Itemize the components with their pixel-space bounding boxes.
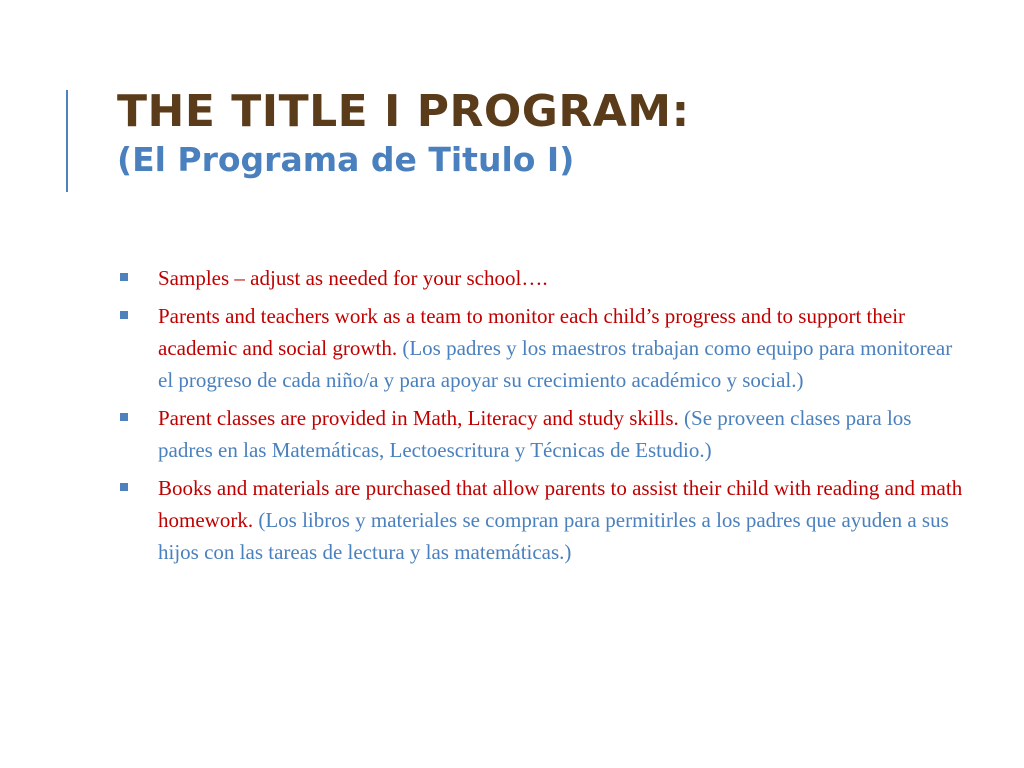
bullet-english-text: Samples – adjust as needed for your school…. bbox=[158, 266, 548, 290]
slide-title: THE TITLE I PROGRAM: bbox=[117, 86, 690, 137]
bullet-item-books-materials bbox=[118, 472, 968, 568]
title-accent-bar bbox=[66, 90, 68, 192]
bullet-spanish-text: (Se proveen clases para los padres en las Matemáticas, Lectoescritura y Técnicas de Estudio.) bbox=[158, 406, 912, 462]
bullet-spanish-text: (Los libros y materiales se compran para permitirles a los padres que ayuden a sus hijos con las tareas de lectura y las matemáticas.) bbox=[158, 508, 949, 564]
bullet-spanish-text: (Los padres y los maestros trabajan como equipo para monitorear el progreso de cada niño/a y para apoyar su crecimiento académico y social.) bbox=[158, 336, 953, 392]
square-bullet-icon bbox=[120, 311, 128, 319]
square-bullet-icon bbox=[120, 413, 128, 421]
bullet-english-text: Parent classes are provided in Math, Literacy and study skills. bbox=[158, 406, 679, 430]
square-bullet-icon bbox=[120, 483, 128, 491]
bullet-list bbox=[118, 262, 968, 574]
bullet-english-text: Parents and teachers work as a team to monitor each child’s progress and to support their academic and social growth. bbox=[158, 304, 906, 360]
bullet-item-parents-teachers bbox=[118, 300, 968, 396]
square-bullet-icon bbox=[120, 273, 128, 281]
bullet-english-text: Books and materials are purchased that allow parents to assist their child with reading and math homework. bbox=[158, 476, 963, 532]
bullet-item-samples bbox=[118, 262, 968, 294]
title-block bbox=[117, 86, 977, 182]
bullet-item-parent-classes bbox=[118, 402, 968, 466]
slide-subtitle: (El Programa de Titulo I) bbox=[117, 140, 575, 179]
